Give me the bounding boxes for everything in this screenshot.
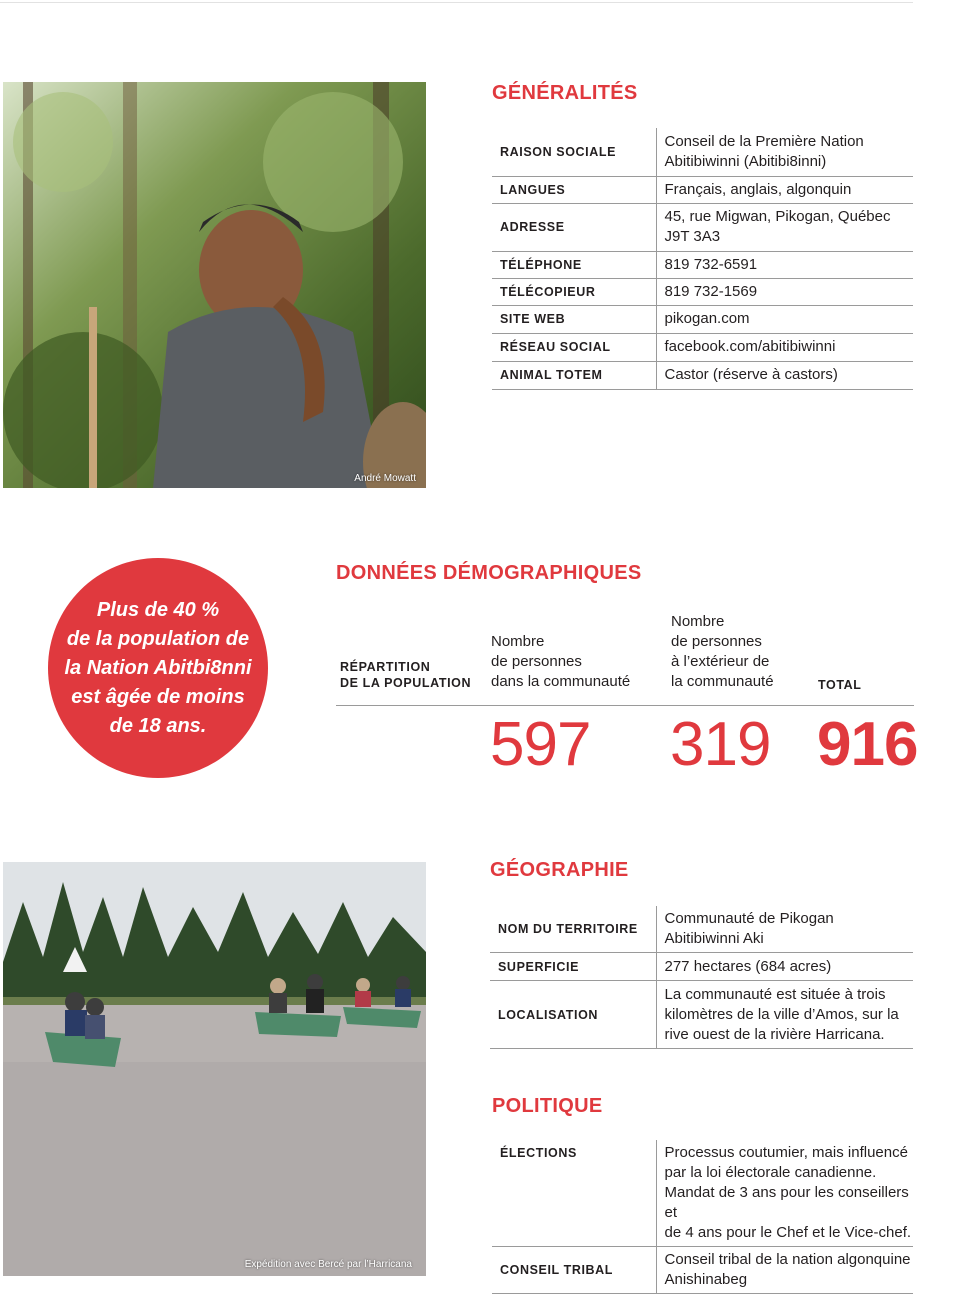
portrait-photo [3, 82, 426, 488]
generalites-row-key: RAISON SOCIALE [492, 128, 656, 176]
callout-line: Plus de 40 % [96, 598, 220, 621]
politique-row [492, 1140, 913, 1247]
generalites-row-value-line: Français, anglais, algonquin [664, 180, 852, 198]
in-community-value: 597 [490, 710, 591, 779]
header-line: à l’extérieur de [671, 653, 770, 670]
generalites-table [492, 128, 913, 390]
politique-row-key: ÉLECTIONS [492, 1140, 656, 1247]
generalites-row-value-line: 45, rue Migwan, Pikogan, Québec [664, 208, 891, 225]
generalites-row-value [656, 278, 913, 305]
generalites-row-value [656, 251, 913, 278]
demographie-label [340, 659, 471, 691]
header-line: de personnes [491, 653, 582, 670]
generalites-row-value-line: Conseil de la Première Nation [664, 132, 864, 150]
generalites-row-value [656, 361, 913, 389]
generalites-row-value [656, 128, 913, 176]
total-header: TOTAL [818, 678, 862, 692]
demographie-label-line: RÉPARTITION [340, 660, 431, 674]
geographie-row-value [656, 953, 913, 981]
generalites-row-value [656, 333, 913, 361]
callout-line: la Nation Abitbi8nni [64, 656, 252, 679]
generalites-row-key: LANGUES [492, 176, 656, 203]
politique-row-value-line: Conseil tribal de la nation algonquine [664, 1251, 911, 1268]
callout-line: de la population de [66, 627, 250, 650]
politique-row-key: CONSEIL TRIBAL [492, 1247, 656, 1294]
generalites-row-value [656, 305, 913, 333]
demographie-title: DONNÉES DÉMOGRAPHIQUES [336, 562, 642, 584]
geographie-title: GÉOGRAPHIE [490, 859, 629, 881]
canoe-caption: Expédition avec Bercé par l’Harricana [244, 1259, 412, 1270]
outside-value: 319 [670, 710, 771, 779]
geographie-row-key: LOCALISATION [490, 981, 656, 1049]
header-line: dans la communauté [491, 673, 631, 690]
geographie-row-value-line: La communauté est située à trois [664, 985, 886, 1003]
header-line: la communauté [671, 673, 774, 690]
in-community-header [491, 632, 630, 692]
generalites-row-key: TÉLÉPHONE [492, 251, 656, 278]
politique-row-value-line: Anishinabeg [664, 1271, 748, 1288]
politique-title: POLITIQUE [492, 1095, 603, 1117]
outside-header [671, 612, 774, 692]
generalites-row [492, 128, 913, 176]
header-line: Nombre [491, 633, 545, 650]
demographie-label-line: DE LA POPULATION [340, 676, 472, 690]
generalites-row-value [656, 203, 913, 251]
generalites-row-value-line: J9T 3A3 [664, 228, 721, 245]
geographie-row [490, 981, 913, 1049]
generalites-row-value-line: 819 732-1569 [664, 282, 758, 300]
generalites-row [492, 333, 913, 361]
generalites-title: GÉNÉRALITÉS [492, 82, 638, 104]
politique-row-value-line: Mandat de 3 ans pour les conseillers et [664, 1184, 909, 1221]
generalites-row-key: RÉSEAU SOCIAL [492, 333, 656, 361]
politique-row [492, 1247, 913, 1294]
total-value: 916 [817, 710, 918, 779]
canoe-photo [3, 862, 426, 1276]
generalites-row [492, 251, 913, 278]
geographie-row-value [656, 981, 913, 1049]
generalites-row [492, 278, 913, 305]
geographie-row-key: NOM DU TERRITOIRE [490, 906, 656, 953]
portrait-caption: André Mowatt [354, 473, 416, 484]
generalites-row-value [656, 176, 913, 203]
generalites-row [492, 203, 913, 251]
geographie-row [490, 953, 913, 981]
generalites-row-value-line: facebook.com/abitibiwinni [664, 338, 836, 355]
geographie-row-key: SUPERFICIE [490, 953, 656, 981]
generalites-row [492, 305, 913, 333]
geographie-table [490, 906, 913, 1049]
politique-row-value-line: par la loi électorale canadienne. [664, 1164, 877, 1181]
geographie-row-value [656, 906, 913, 953]
generalites-row-key: ANIMAL TOTEM [492, 361, 656, 389]
politique-row-value-line: de 4 ans pour le Chef et le Vice-chef. [664, 1224, 912, 1241]
callout-line: de 18 ans. [109, 714, 207, 737]
top-rule [0, 2, 913, 3]
politique-row-value [656, 1140, 913, 1247]
politique-row-value [656, 1247, 913, 1294]
generalites-row-value-line: Abitibiwinni (Abitibi8inni) [664, 152, 827, 170]
geographie-row-value-line: Communauté de Pikogan [664, 910, 834, 927]
header-line: Nombre [671, 613, 725, 630]
politique-table [492, 1140, 913, 1294]
generalites-row [492, 361, 913, 389]
generalites-row-value-line: pikogan.com [664, 310, 750, 327]
geographie-row [490, 906, 913, 953]
header-line: de personnes [671, 633, 762, 650]
geographie-row-value-line: rive ouest de la rivière Harricana. [664, 1025, 885, 1043]
politique-row-value-line: Processus coutumier, mais influencé [664, 1144, 908, 1161]
generalites-row-value-line: Castor (réserve à castors) [664, 366, 838, 383]
geographie-row-value-line: 277 hectares (684 acres) [664, 957, 832, 975]
generalites-row-value-line: 819 732-6591 [664, 255, 758, 273]
geographie-row-value-line: Abitibiwinni Aki [664, 930, 764, 947]
generalites-row [492, 176, 913, 203]
callout-line: est âgée de moins [71, 685, 245, 708]
youth-callout [48, 558, 268, 778]
generalites-row-key: SITE WEB [492, 305, 656, 333]
geographie-row-value-line: kilomètres de la ville d’Amos, sur la [664, 1005, 899, 1023]
generalites-row-key: ADRESSE [492, 203, 656, 251]
demographie-rule [336, 705, 914, 706]
generalites-row-key: TÉLÉCOPIEUR [492, 278, 656, 305]
